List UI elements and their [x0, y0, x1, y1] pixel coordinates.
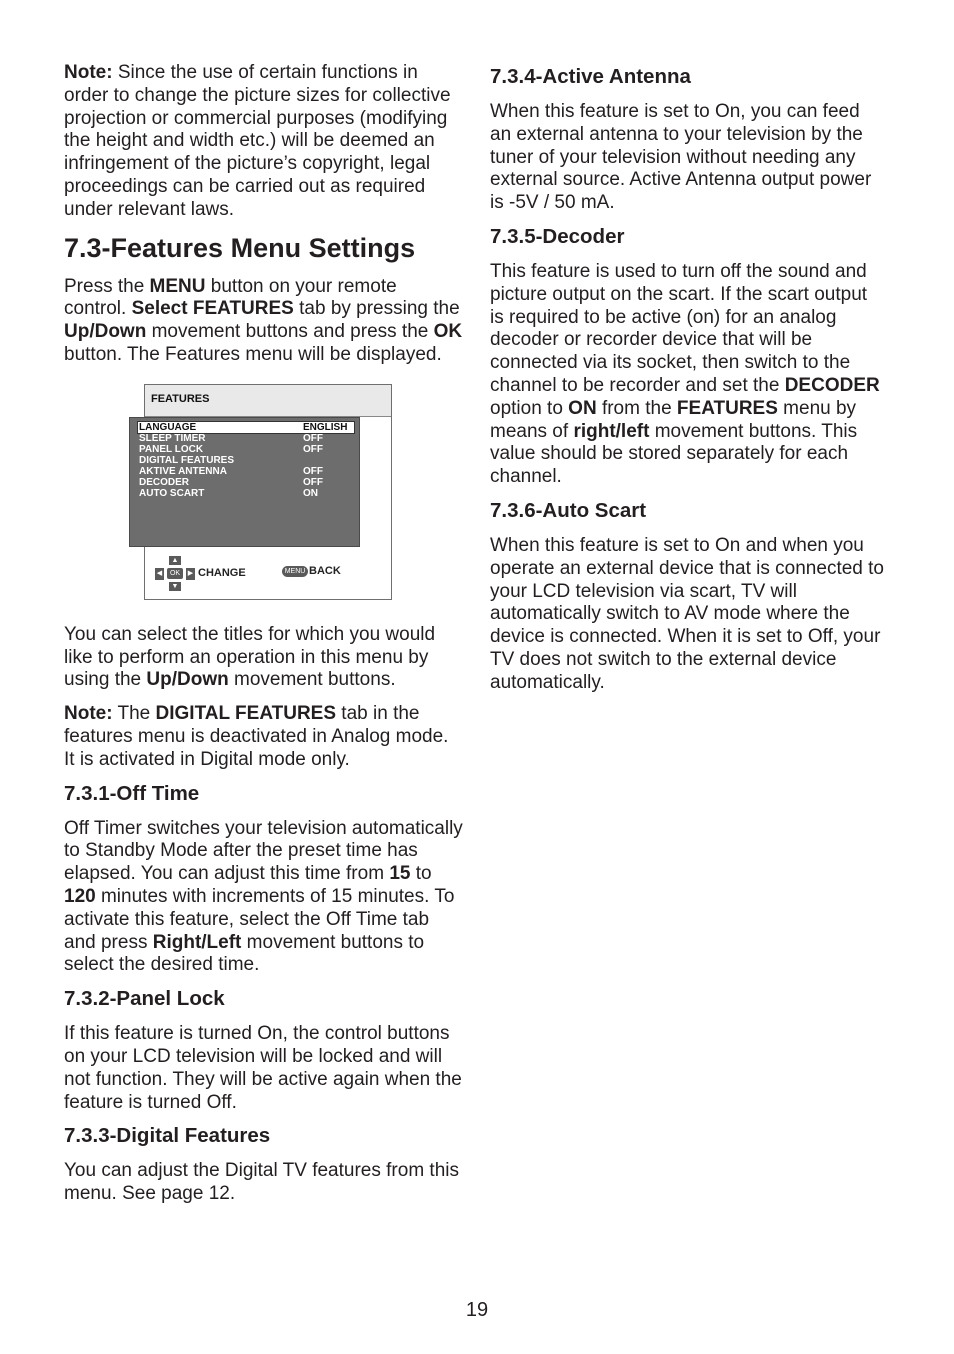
- menu-row-digital-features[interactable]: DIGITAL FEATURES: [139, 454, 234, 466]
- right-column: [490, 62, 885, 695]
- panel-lock-paragraph: If this feature is turned On, the control buttons on your LCD television will be locked and will not function. They will be active again when the feature is turned Off.: [64, 1023, 462, 1113]
- menu-row-language[interactable]: LANGUAGE ENGLISH: [138, 422, 354, 433]
- select-paragraph: You can select the titles for which you would like to perform an operation in this menu by using the Up/Down movement buttons.: [64, 623, 436, 691]
- left-arrow-icon[interactable]: ◀: [155, 568, 164, 580]
- menu-row-sleep-timer[interactable]: SLEEP TIMER OFF: [139, 432, 323, 444]
- menu-row-decoder[interactable]: DECODER OFF: [139, 476, 323, 488]
- note-label: Note:: [64, 62, 113, 83]
- menu-row-active-antenna[interactable]: AKTIVE ANTENNA OFF: [139, 465, 323, 477]
- digital-features-paragraph: You can adjust the Digital TV features from this menu. See page 12.: [64, 1160, 459, 1205]
- digital-features-heading: 7.3.3-Digital Features: [64, 1124, 271, 1148]
- off-time-paragraph: Off Timer switches your television automatically to Standby Mode after the preset time has elapsed. You can adjust this time from 15 to 120 minutes with increments of 15 minutes. To activate this feature, select the Off Time tab and press Right/Left movement buttons to select the desired time.: [64, 817, 463, 976]
- auto-scart-heading: 7.3.6-Auto Scart: [490, 498, 647, 522]
- menu-button[interactable]: MENU: [282, 566, 308, 577]
- note-paragraph: [64, 62, 464, 222]
- intro-paragraph: Press the MENU button on your remote control. Select FEATURES tab by pressing the Up/Down movement buttons and press the OK button. The Features menu will be displayed.: [64, 275, 463, 365]
- menu-list: [129, 417, 360, 547]
- menu-row-auto-scart[interactable]: AUTO SCART ON: [139, 487, 318, 499]
- menu-row-panel-lock[interactable]: PANEL LOCK OFF: [139, 443, 323, 455]
- right-arrow-icon[interactable]: ▶: [186, 568, 195, 580]
- ok-button[interactable]: OK: [167, 568, 183, 579]
- back-label: BACK: [309, 564, 341, 577]
- change-label: CHANGE: [198, 566, 246, 579]
- note-text: Since the use of certain functions in order to change the picture sizes for collective projection or commercial purposes (modifying the height and width etc.) will be deemed an infringement of the picture’s copyright, legal proceedings can be carried out as required under relevant laws.: [64, 62, 451, 220]
- decoder-paragraph: This feature is used to turn off the sound and picture output on the scart. If the scart output is required to be active (on) for an analog decoder or recorder device that will be connected via its socket, then switch to the channel to be recorder and set the DECODER option to ON from the FEATURES menu by means of right/left movement buttons. This value should be stored separately for each channel.: [490, 260, 880, 488]
- menu-header: [145, 385, 391, 417]
- section-title: 7.3-Features Menu Settings: [64, 232, 416, 263]
- left-column: [64, 62, 464, 1206]
- off-time-heading: 7.3.1-Off Time: [64, 781, 200, 805]
- down-arrow-icon[interactable]: ▼: [169, 582, 181, 591]
- up-arrow-icon[interactable]: ▲: [169, 556, 181, 565]
- features-menu-figure: [64, 384, 464, 614]
- digital-note-paragraph: Note: The DIGITAL FEATURES tab in the features menu is deactivated in Analog mode. It is activated in Digital mode only.: [64, 703, 449, 770]
- active-antenna-paragraph: When this feature is set to On, you can feed an external antenna to your television by the tuner of your television without needing any external source. Active Antenna output power is -5V / 50 mA.: [490, 101, 872, 214]
- menu-title: FEATURES: [151, 392, 210, 405]
- auto-scart-paragraph: When this feature is set to On and when you operate an external device that is connected to your LCD television via scart, TV will automatically switch to AV mode where the device is connected. When it is set to Off, your TV does not switch to the external device automatically.: [490, 534, 884, 693]
- page-number: 19: [465, 1299, 489, 1321]
- tv-screen: [139, 384, 392, 600]
- decoder-heading: 7.3.5-Decoder: [490, 224, 625, 248]
- panel-lock-heading: 7.3.2-Panel Lock: [64, 987, 225, 1011]
- active-antenna-heading: 7.3.4-Active Antenna: [490, 65, 691, 88]
